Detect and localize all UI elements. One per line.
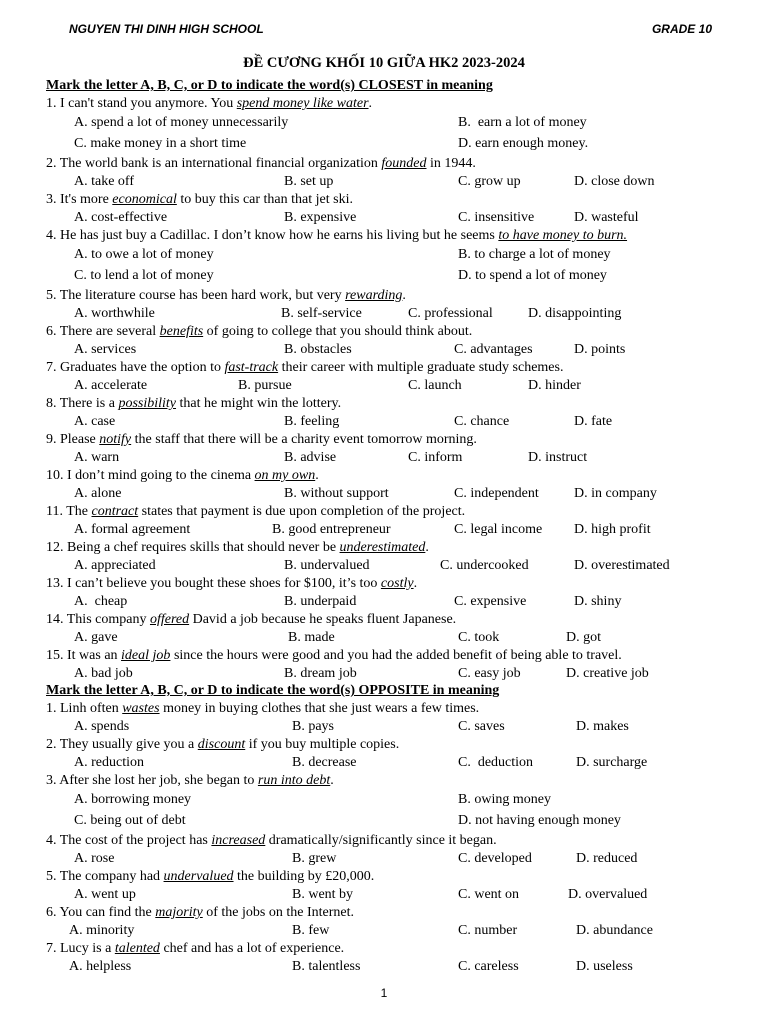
answer-option-d[interactable]: D. wasteful: [574, 210, 639, 225]
question-stem: [46, 736, 746, 753]
answer-option-a[interactable]: A. cost-effective: [74, 210, 168, 225]
question-text: 7. Lucy is a: [46, 941, 115, 956]
answer-option-a[interactable]: A. cheap: [74, 594, 128, 609]
question-text: 10. I don’t mind going to the cinema: [46, 468, 255, 483]
answer-option-b[interactable]: B. set up: [284, 174, 334, 189]
target-phrase: majority: [155, 905, 203, 920]
question-text: 1. I can't stand you anymore. You: [46, 96, 237, 111]
option-row: [46, 173, 746, 190]
question-text-end: .: [413, 576, 418, 591]
question-text: 2. They usually give you a: [46, 737, 198, 752]
target-phrase: wastes: [122, 701, 160, 716]
answer-option-b[interactable]: B. made: [288, 630, 335, 645]
target-phrase: founded: [381, 156, 427, 171]
document-title: ĐỀ CƯƠNG KHỐI 10 GIỮA HK2 2023-2024: [243, 55, 525, 71]
answer-option-b[interactable]: B. dream job: [284, 666, 357, 681]
question-stem: [46, 647, 746, 664]
question-text: 1. Linh often: [46, 701, 123, 716]
question-stem: [46, 772, 746, 789]
question-stem: [46, 575, 746, 592]
answer-option-c[interactable]: C. number: [458, 923, 518, 938]
option-row: [46, 305, 746, 322]
option-row: [46, 665, 746, 682]
question-text: 9. Please: [46, 432, 100, 447]
question-text-end: that he might win the lottery.: [176, 396, 342, 411]
question-stem: [46, 359, 746, 376]
answer-option-c[interactable]: C. grow up: [458, 174, 521, 189]
answer-option-b[interactable]: B. few: [292, 923, 330, 938]
answer-option-c[interactable]: C. undercooked: [440, 558, 529, 573]
answer-option-d[interactable]: D. high profit: [574, 522, 651, 537]
answer-option-b[interactable]: B. grew: [292, 851, 337, 866]
answer-option-a[interactable]: A. rose: [74, 851, 115, 866]
answer-option-d[interactable]: D. to spend a lot of money: [458, 268, 607, 283]
answer-option-c[interactable]: C. independent: [454, 486, 539, 501]
answer-option-d[interactable]: D. not having enough money: [458, 813, 621, 828]
target-phrase: contract: [91, 504, 139, 519]
answer-option-d[interactable]: D. close down: [574, 174, 655, 189]
target-phrase: underestimated: [339, 540, 426, 555]
question-stem: [46, 395, 746, 412]
question-stem: [46, 467, 746, 484]
target-phrase: undervalued: [163, 869, 234, 884]
answer-option-c[interactable]: C. launch: [408, 378, 462, 393]
answer-option-c[interactable]: C. professional: [408, 306, 493, 321]
option-row: [46, 850, 746, 867]
answer-option-c[interactable]: C. being out of debt: [74, 813, 186, 828]
question-text: 4. He has just buy a Cadillac. I don’t know how he earns his living but he seems: [46, 228, 499, 243]
answer-option-b[interactable]: B. underpaid: [284, 594, 357, 609]
option-row: [46, 922, 746, 939]
target-phrase: notify: [99, 432, 132, 447]
answer-option-c[interactable]: C. expensive: [454, 594, 527, 609]
question-text: 2. The world bank is an international financial organization: [46, 156, 382, 171]
question-text-end: since the hours were good and you had the added benefit of being able to travel.: [170, 648, 622, 663]
option-row: [46, 114, 746, 133]
question-stem: [46, 832, 746, 849]
question-text: 6. There are several: [46, 324, 160, 339]
question-text: 13. I can’t believe you bought these shoes for $100, it’s too: [46, 576, 381, 591]
answer-option-b[interactable]: B. earn a lot of money: [458, 115, 587, 130]
question-text-end: money in buying clothes that she just wears a few times.: [159, 701, 480, 716]
option-row: [46, 377, 746, 394]
option-row: [46, 812, 746, 831]
answer-option-c[interactable]: C. chance: [454, 414, 510, 429]
answer-option-c[interactable]: C. careless: [458, 959, 519, 974]
question-text-end: of going to college that you should think about.: [203, 324, 473, 339]
question-text-end: .: [315, 468, 319, 483]
answer-option-c[interactable]: C. inform: [408, 450, 463, 465]
question-text: 7. Graduates have the option to: [46, 360, 225, 375]
answer-option-b[interactable]: B. pays: [292, 719, 334, 734]
answer-option-a[interactable]: A. worthwhile: [74, 306, 155, 321]
question-stem: [46, 287, 746, 304]
question-text-end: if you buy multiple copies.: [245, 737, 400, 752]
option-row: [46, 246, 746, 265]
answer-option-d[interactable]: D. hinder: [528, 378, 581, 393]
section-heading: Mark the letter A, B, C, or D to indicate the word(s) CLOSEST in meaning: [46, 78, 493, 93]
question-text: 5. The literature course has been hard work, but very: [46, 288, 346, 303]
school-name: NGUYEN THI DINH HIGH SCHOOL: [69, 22, 264, 36]
option-row: [46, 413, 746, 430]
question-stem: [46, 868, 746, 885]
answer-option-d[interactable]: D. fate: [574, 414, 613, 429]
answer-option-b[interactable]: B. without support: [284, 486, 389, 501]
target-phrase: run into debt: [257, 773, 331, 788]
answer-option-d[interactable]: D. points: [574, 342, 626, 357]
question-text-end: their career with multiple graduate study schemes.: [278, 360, 564, 375]
question-stem: [46, 191, 746, 208]
question-text-end: .: [402, 288, 406, 303]
answer-option-c[interactable]: C. developed: [458, 851, 532, 866]
answer-option-b[interactable]: B. expensive: [284, 210, 357, 225]
target-phrase: costly: [380, 576, 414, 591]
answer-option-a[interactable]: A. services: [74, 342, 137, 357]
option-row: [46, 209, 746, 226]
question-text-end: the building by £20,000.: [233, 869, 375, 884]
answer-option-b[interactable]: B. undervalued: [284, 558, 370, 573]
option-row: [46, 791, 746, 810]
answer-option-c[interactable]: C. advantages: [454, 342, 533, 357]
question-stem: [46, 155, 746, 172]
target-phrase: economical: [112, 192, 177, 207]
answer-option-d[interactable]: D. instruct: [528, 450, 588, 465]
option-row: [46, 449, 746, 466]
target-phrase: ideal job: [121, 648, 171, 663]
question-stem: [46, 227, 746, 244]
section-heading: Mark the letter A, B, C, or D to indicate the word(s) OPPOSITE in meaning: [46, 683, 500, 698]
answer-option-d[interactable]: D. surcharge: [576, 755, 648, 770]
answer-option-a[interactable]: A. helpless: [69, 959, 132, 974]
question-text-end: in 1944.: [426, 156, 476, 171]
answer-option-b[interactable]: B. pursue: [238, 378, 292, 393]
answer-option-c[interactable]: C. insensitive: [458, 210, 535, 225]
question-text: 3. After she lost her job, she began to: [46, 773, 258, 788]
answer-option-b[interactable]: B. feeling: [284, 414, 340, 429]
answer-option-a[interactable]: A. minority: [69, 923, 135, 938]
question-text-end: dramatically/significantly since it began.: [265, 833, 497, 848]
option-row: [46, 557, 746, 574]
question-stem: [46, 539, 746, 556]
question-text: 8. There is a: [46, 396, 119, 411]
question-text: 4. The cost of the project has: [46, 833, 212, 848]
question-stem: [46, 904, 746, 921]
question-text-end: to buy this car than that jet ski.: [176, 192, 353, 207]
question-stem: [46, 940, 746, 957]
question-text: 5. The company had: [46, 869, 164, 884]
question-stem: [46, 323, 746, 340]
option-row: [46, 341, 746, 358]
option-row: [46, 135, 746, 154]
answer-option-a[interactable]: A. warn: [74, 450, 120, 465]
answer-option-d[interactable]: D. got: [566, 630, 601, 645]
answer-option-b[interactable]: B. obstacles: [284, 342, 352, 357]
answer-option-a[interactable]: A. to owe a lot of money: [74, 247, 214, 262]
answer-option-d[interactable]: D. overestimated: [574, 558, 670, 573]
option-row: [46, 629, 746, 646]
question-text-end: .: [425, 540, 429, 555]
answer-option-c[interactable]: C. went on: [458, 887, 520, 902]
option-row: [46, 521, 746, 538]
answer-option-b[interactable]: B. decrease: [292, 755, 357, 770]
answer-option-d[interactable]: D. reduced: [576, 851, 638, 866]
answer-option-a[interactable]: A. gave: [74, 630, 118, 645]
question-text-end: states that payment is due upon completion of the project.: [138, 504, 466, 519]
option-row: [46, 485, 746, 502]
page-number: 1: [380, 986, 388, 1000]
question-text-end: of the jobs on the Internet.: [202, 905, 354, 920]
answer-option-b[interactable]: B. went by: [292, 887, 354, 902]
question-text-end: the staff that there will be a charity event tomorrow morning.: [131, 432, 477, 447]
target-phrase: discount: [197, 737, 246, 752]
answer-option-c[interactable]: C. to lend a lot of money: [74, 268, 214, 283]
document-body: [46, 77, 746, 975]
answer-option-d[interactable]: D. in company: [574, 486, 657, 501]
question-text: 3. It's more: [46, 192, 113, 207]
answer-option-a[interactable]: A. appreciated: [74, 558, 156, 573]
question-stem: [46, 611, 746, 628]
answer-option-a[interactable]: A. went up: [74, 887, 136, 902]
answer-option-b[interactable]: B. advise: [284, 450, 337, 465]
answer-option-c[interactable]: C. saves: [458, 719, 505, 734]
question-text-end: chef and has a lot of experience.: [159, 941, 345, 956]
option-row: [46, 718, 746, 735]
option-row: [46, 267, 746, 286]
answer-option-a[interactable]: A. alone: [74, 486, 122, 501]
answer-option-a[interactable]: A. take off: [74, 174, 134, 189]
answer-option-a[interactable]: A. spends: [74, 719, 130, 734]
target-phrase: fast-track: [224, 360, 279, 375]
answer-option-d[interactable]: D. overvalued: [568, 887, 648, 902]
question-text: 14. This company: [46, 612, 150, 627]
answer-option-c[interactable]: C. took: [458, 630, 500, 645]
answer-option-d[interactable]: D. useless: [576, 959, 633, 974]
target-phrase: rewarding: [345, 288, 403, 303]
option-row: [46, 958, 746, 975]
answer-option-b[interactable]: B. to charge a lot of money: [458, 247, 611, 262]
option-row: [46, 754, 746, 771]
answer-option-c[interactable]: C. make money in a short time: [74, 136, 247, 151]
question-stem: [46, 700, 746, 717]
option-row: [46, 593, 746, 610]
answer-option-b[interactable]: B. good entrepreneur: [272, 522, 391, 537]
grade-label: GRADE 10: [651, 22, 712, 36]
target-phrase: spend money like water: [236, 96, 369, 111]
question-text: 11. The: [46, 504, 92, 519]
answer-option-a[interactable]: A. bad job: [74, 666, 133, 681]
question-text-end: David a job because he speaks fluent Japanese.: [189, 612, 457, 627]
question-text-end: .: [368, 96, 373, 111]
answer-option-c[interactable]: C. easy job: [458, 666, 521, 681]
target-phrase: possibility: [118, 396, 177, 411]
answer-option-d[interactable]: D. earn enough money.: [458, 136, 589, 151]
target-phrase: increased: [211, 833, 266, 848]
answer-option-a[interactable]: A. borrowing money: [74, 792, 192, 807]
target-phrase: benefits: [159, 324, 204, 339]
question-stem: [46, 95, 746, 112]
answer-option-c[interactable]: C. deduction: [458, 755, 534, 770]
question-text-end: .: [330, 773, 334, 788]
answer-option-d[interactable]: D. makes: [576, 719, 629, 734]
question-text: 12. Being a chef requires skills that should never be: [46, 540, 340, 555]
answer-option-a[interactable]: A. accelerate: [74, 378, 148, 393]
target-phrase: offered: [149, 612, 190, 627]
answer-option-b[interactable]: B. talentless: [292, 959, 361, 974]
answer-option-a[interactable]: A. formal agreement: [74, 522, 191, 537]
answer-option-a[interactable]: A. case: [74, 414, 116, 429]
answer-option-b[interactable]: B. owing money: [458, 792, 551, 807]
answer-option-d[interactable]: D. creative job: [566, 666, 649, 681]
question-stem: [46, 503, 746, 520]
answer-option-a[interactable]: A. spend a lot of money unnecessarily: [74, 115, 289, 130]
question-text: 6. You can find the: [46, 905, 156, 920]
answer-option-d[interactable]: D. abundance: [576, 923, 653, 938]
answer-option-d[interactable]: D. disappointing: [528, 306, 622, 321]
answer-option-c[interactable]: C. legal income: [454, 522, 543, 537]
target-phrase: to have money to burn.: [498, 228, 628, 243]
answer-option-a[interactable]: A. reduction: [74, 755, 144, 770]
question-text: 15. It was an: [46, 648, 122, 663]
answer-option-d[interactable]: D. shiny: [574, 594, 622, 609]
target-phrase: talented: [114, 941, 160, 956]
answer-option-b[interactable]: B. self-service: [281, 306, 362, 321]
option-row: [46, 886, 746, 903]
target-phrase: on my own: [254, 468, 316, 483]
question-stem: [46, 431, 746, 448]
